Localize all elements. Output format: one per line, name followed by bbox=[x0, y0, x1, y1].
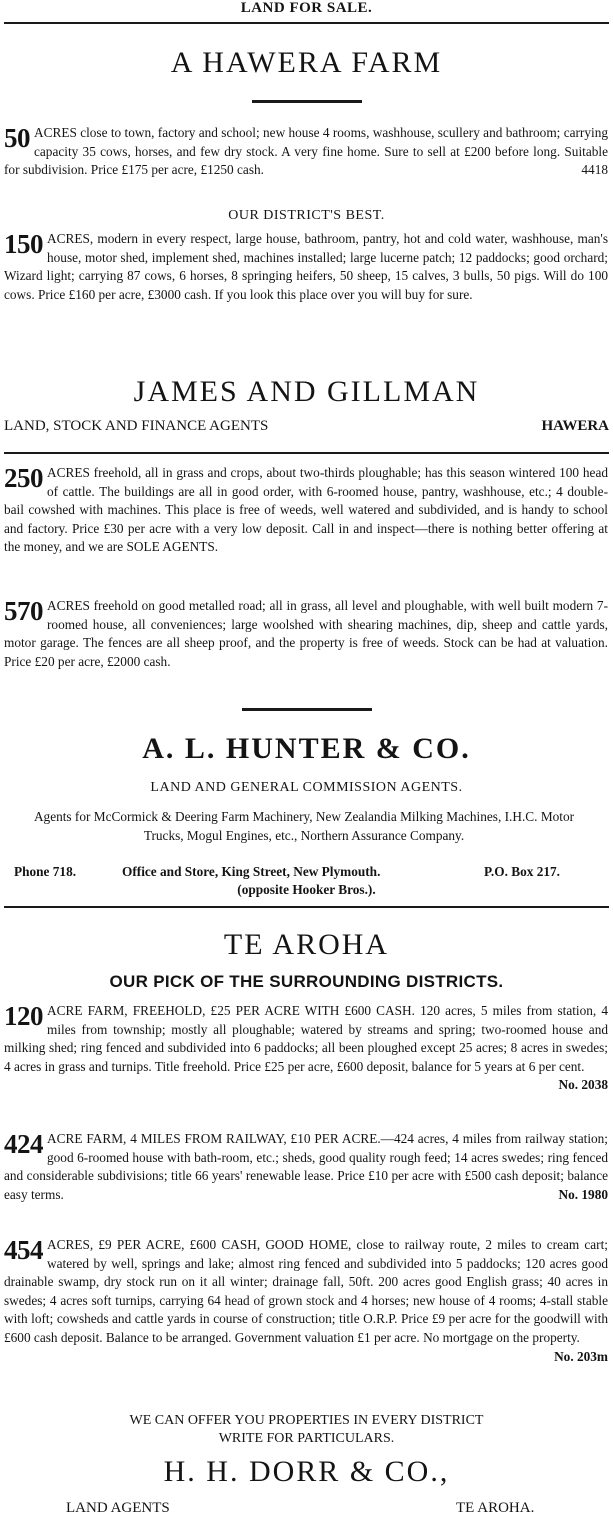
hunter-po-box: P.O. Box 217. bbox=[484, 864, 560, 879]
offer-line-1: WE CAN OFFER YOU PROPERTIES IN EVERY DISTRICT bbox=[129, 1413, 484, 1428]
listing-424-acres bbox=[4, 1130, 608, 1204]
hunter-name: A. L. HUNTER & CO. bbox=[142, 732, 471, 765]
reference-number: No. 2038 bbox=[558, 1077, 608, 1093]
hunter-phone: Phone 718. bbox=[14, 864, 77, 879]
header-rule bbox=[4, 22, 609, 24]
dorr-town: TE AROHA. bbox=[456, 1500, 535, 1516]
listing-120-acres bbox=[4, 1002, 608, 1095]
acreage-number: 120 bbox=[4, 1001, 43, 1031]
te-aroha-title: TE AROHA bbox=[223, 928, 390, 961]
listing-text: ACRES freehold on good metalled road; all in grass, all level and ploughable, with well built modern 7-roomed house, all conveniences; large woolshed with shearing machines, dip, sheep and cattle yards, motor garage. The fences are all sheep proof, and the property is free of weeds. Stock can be had at valuation. Price £20 per acre, £2000 cash. bbox=[4, 598, 608, 669]
reference-number: No. 203m bbox=[554, 1348, 608, 1364]
title-ornament-rule bbox=[252, 100, 362, 103]
listing-text: ACRES freehold, all in grass and crops, about two-thirds ploughable; has this season wintered 100 head of cattle. The buildings are all in good order, with 6-roomed house, pantry, washhouse, etc.; 4 double-bail cowshed with machines. This place is free of weeds, well watered and subdivided, and is handy to school and factory. Price £30 per acre with a very low deposit. Call in and inspect—there is nothing better offering at the money, and we are SOLE AGENTS. bbox=[4, 465, 608, 555]
listing-570-acres bbox=[4, 597, 608, 671]
listing-text: ACRES close to town, factory and school; new house 4 rooms, washhouse, scullery and bathroom; carrying capacity 35 cows, horses, and few dry stock. A very fine home. Sure to sell at £200 before long. Suitable for subdivision. Price £175 per acre, £1250 cash. bbox=[4, 125, 608, 178]
offer-line-2: WRITE FOR PARTICULARS. bbox=[218, 1431, 395, 1446]
acreage-number: 424 bbox=[4, 1129, 43, 1159]
ad-separator-rule bbox=[4, 906, 609, 908]
james-gillman-name: JAMES AND GILLMAN bbox=[133, 375, 480, 408]
hawera-farm-title: A HAWERA FARM bbox=[170, 46, 443, 79]
dorr-name: H. H. DORR & CO., bbox=[163, 1455, 450, 1488]
reference-number: 4418 bbox=[581, 162, 608, 178]
section-header: LAND FOR SALE. bbox=[240, 0, 373, 16]
hunter-address: Office and Store, King Street, New Plymouth. bbox=[122, 864, 381, 879]
listing-250-acres bbox=[4, 464, 608, 557]
acreage-number: 50 bbox=[4, 123, 30, 153]
dorr-desc: LAND AGENTS bbox=[66, 1500, 170, 1516]
te-aroha-subheading: OUR PICK OF THE SURROUNDING DISTRICTS. bbox=[109, 972, 504, 991]
acreage-number: 250 bbox=[4, 463, 43, 493]
listing-text: ACRE FARM, 4 MILES FROM RAILWAY, £10 PER ACRE.—424 acres, 4 miles from railway station; good 6-roomed house with bath-room, etc.; sheds, good quality rough feed; 14 acres swedes; ring fenced and considerable subdivisions; title 66 years' renewable lease. Price £10 per acre with £500 cash deposit; balance easy terms. bbox=[4, 1131, 608, 1202]
ad-separator-rule bbox=[4, 452, 609, 454]
listing-text: ACRES, £9 PER ACRE, £600 CASH, GOOD HOME, close to railway route, 2 miles to cream cart; watered by well, springs and lake; almost ring fenced and subdivided into 5 paddocks; 120 acres good drainable swamp, dry stock run on it all winter; drainage fall, 50ft. 200 acres good English grass; 40 acres in swedes; 4 acres soft turnips, carrying 64 head of grown stock and 4 horses; new house of 4 rooms; 4-stall stable with loft; cowsheds and cattle yards in course of construction; title O.R.P. Price £9 per acre for the goodwill with £600 cash deposit. Balance to be arranged. Government valuation £1 per acre. No mortgage on the property. bbox=[4, 1237, 608, 1345]
hunter-opposite: (opposite Hooker Bros.). bbox=[237, 882, 376, 897]
reference-number: No. 1980 bbox=[558, 1186, 608, 1202]
listing-150-acres bbox=[4, 230, 608, 304]
listing-454-acres bbox=[4, 1236, 608, 1366]
acreage-number: 150 bbox=[4, 229, 43, 259]
listing-text: ACRES, modern in every respect, large house, bathroom, pantry, hot and cold water, washhouse, man's house, motor shed, implement shed, machines installed; large lucerne patch; 12 paddocks; good orchard; Wizard light; carrying 87 cows, 6 horses, 8 springing heifers, 50 sheep, 15 calves, 3 bulls, 50 pigs. Will do 100 cows. Price £160 per acre, £3000 cash. If you look this place over you will buy for sure. bbox=[4, 231, 608, 302]
listing-text: ACRE FARM, FREEHOLD, £25 PER ACRE WITH £600 CASH. 120 acres, 5 miles from station, 4 miles from township; mostly all ploughable; watered by streams and spring; two-roomed house and milking shed; ring fenced and subdivided into 6 paddocks; all been ploughed except 25 acres; 8 acres in swedes; 4 acres in grass and turnips. Title freehold. Price £25 per acre, £600 deposit, balance for 5 years at 6 per cent. bbox=[4, 1003, 608, 1074]
james-gillman-town: HAWERA bbox=[541, 418, 609, 434]
james-gillman-desc: LAND, STOCK AND FINANCE AGENTS bbox=[4, 418, 269, 434]
acreage-number: 454 bbox=[4, 1235, 43, 1265]
hunter-desc: LAND AND GENERAL COMMISSION AGENTS. bbox=[150, 780, 463, 795]
listing-50-acres bbox=[4, 124, 608, 180]
district-best-subheading: OUR DISTRICT'S BEST. bbox=[228, 208, 385, 223]
acreage-number: 570 bbox=[4, 596, 43, 626]
hunter-agencies: Agents for McCormick & Deering Farm Machinery, New Zealandia Milking Machines, I.H.C. Motor Trucks, Mogul Engines, etc., Northern Assurance Company. bbox=[33, 809, 575, 843]
listing-ornament-rule bbox=[242, 708, 372, 711]
